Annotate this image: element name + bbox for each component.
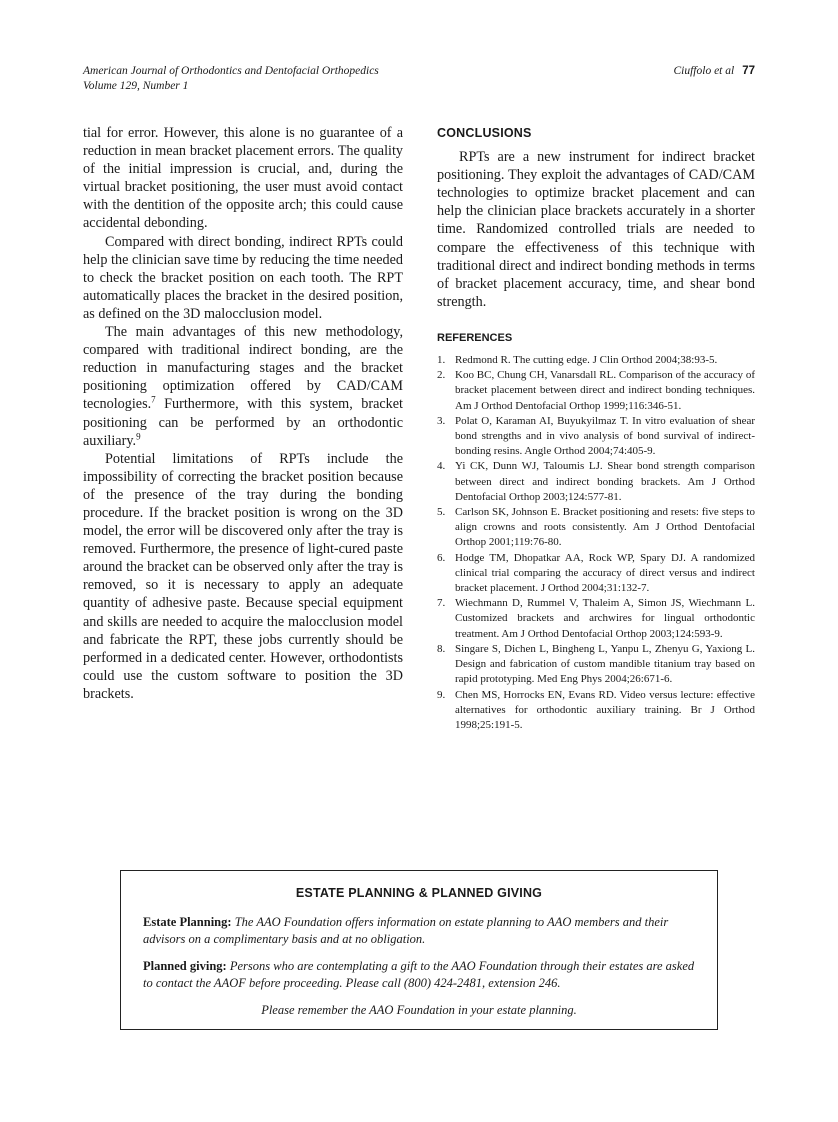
reference-text: Hodge TM, Dhopatkar AA, Rock WP, Spary DJ. A randomized clinical trial comparing the accuracy of direct versus and indirect bracket placement. J Orthod 2004;31:132-7.	[455, 551, 755, 595]
reference-number: 8.	[437, 642, 446, 655]
text: Furthermore, with this system, bracket positioning can be performed by an orthodontic auxiliary.	[83, 396, 403, 449]
paragraph: Potential limitations of RPTs include the impossibility of correcting the bracket position because of the presence of the tray during the bonding procedure. If the bracket position is wrong on the 3D model, the error will be discovered only after the tray is removed. Furthermore, the presence of light-cured paste around the bracket can be observed only after the tray is removed, so it is necessary to apply an adequate quantity of adhesive paste. Because special equipment and skills are needed to acquire the malocclusion model and fabricate the RPT, these jobs currently should be performed in a dedicated center. However, orthodontists could use the custom software to position the 3D brackets.	[83, 450, 403, 702]
reference-number: 6.	[437, 551, 446, 564]
closing-line: Please remember the AAO Foundation in your estate planning.	[261, 1003, 577, 1017]
reference-item	[437, 642, 755, 688]
reference-number: 7.	[437, 597, 446, 610]
reference-text: Chen MS, Horrocks EN, Evans RD. Video versus lecture: effective alternatives for orthodontic auxiliary training. Br J Orthod 1998;25:191-5.	[455, 688, 755, 731]
estate-planning-paragraph	[143, 914, 695, 948]
reference-item	[437, 551, 755, 597]
planned-giving-paragraph	[143, 958, 695, 992]
left-column	[83, 124, 403, 703]
reference-text: Koo BC, Chung CH, Vanarsdall RL. Comparison of the accuracy of bracket placement between direct and indirect bonding techniques. Am J Orthod Dentofacial Orthop 1999;116:346-51.	[455, 369, 755, 412]
reference-number: 1.	[437, 354, 446, 367]
references-list	[437, 353, 755, 733]
paragraph	[83, 323, 403, 450]
references-heading: REFERENCES	[437, 331, 513, 344]
reference-number: 9.	[437, 688, 446, 701]
text: The AAO Foundation offers information on estate planning to AAO members and their advisors on a complimentary basis and at no obligation.	[143, 915, 669, 946]
citation[interactable]: 9	[136, 430, 141, 441]
estate-planning-notice	[120, 870, 718, 1030]
reference-item	[437, 596, 755, 642]
right-column	[437, 124, 755, 733]
journal-volume: Volume 129, Number 1	[83, 80, 189, 92]
reference-item	[437, 505, 755, 551]
reference-number: 2.	[437, 369, 446, 382]
notice-title: ESTATE PLANNING & PLANNED GIVING	[295, 886, 543, 900]
reference-text: Yi CK, Dunn WJ, Taloumis LJ. Shear bond strength comparison between direct and indirect bonding brackets. Am J Orthod Dentofacial Orthop 2003;124:577-81.	[455, 460, 755, 503]
paragraph: tial for error. However, this alone is no guarantee of a reduction in mean bracket placement errors. The quality of the initial impression is crucial, and, during the virtual bracket positioning, the user must avoid contact with the dentition of the opposite arch; this could cause accidental debonding.	[83, 125, 403, 232]
authors: Ciuffolo et al	[673, 65, 735, 77]
reference-text: Carlson SK, Johnson E. Bracket positioning and resets: five steps to align crowns and roots consistently. Am J Orthod Dentofacial Orthop 2001;119:76-80.	[455, 506, 755, 549]
running-header-left	[83, 64, 379, 94]
reference-number: 4.	[437, 460, 446, 473]
paragraph: Compared with direct bonding, indirect RPTs could help the clinician save time by reducing the time needed to check the bracket position on each tooth. The RPT automatically places the bracket in the desired position, as defined on the 3D malocclusion model.	[83, 233, 403, 322]
text: The main advantages of this new methodology, compared with traditional indirect bonding, are the reduction in manufacturing stages and the bracket positioning optimization offered by CAD/CAM tecnologies.	[83, 324, 403, 413]
label: Estate Planning:	[143, 915, 232, 929]
conclusions-text: RPTs are a new instrument for indirect bracket positioning. They exploit the advantages of CAD/CAM technologies to optimize bracket placement and can help the clinician place brackets accurately in a shorter time. Randomized controlled trials are needed to compare the effectiveness of this technique with traditional direct and indirect bonding methods in terms of bracket placement accuracy, time, and shear bond strength.	[437, 149, 755, 310]
running-header-right	[674, 64, 756, 79]
label: Planned giving:	[143, 959, 227, 973]
citation[interactable]: 7	[151, 394, 156, 405]
reference-item	[437, 414, 755, 460]
conclusions-heading: CONCLUSIONS	[437, 126, 532, 140]
reference-item	[437, 368, 755, 414]
page-number: 77	[742, 65, 755, 77]
reference-text: Polat O, Karaman AI, Buyukyilmaz T. In vitro evaluation of shear bond strengths and in vivo analysis of bond survival of indirect-bonding resins. Angle Orthod 2004;74:405-9.	[455, 414, 755, 458]
reference-number: 3.	[437, 414, 446, 427]
reference-item	[437, 353, 755, 368]
reference-text: Wiechmann D, Rummel V, Thaleim A, Simon JS, Wiechmann L. Customized brackets and archwires for lingual orthodontic treatment. Am J Orthod Dentofacial Orthop 2003;124:593-9.	[455, 597, 755, 640]
reference-number: 5.	[437, 506, 446, 519]
reference-item	[437, 459, 755, 505]
reference-text: Redmond R. The cutting edge. J Clin Orthod 2004;38:93-5.	[455, 354, 718, 367]
journal-title: American Journal of Orthodontics and Dentofacial Orthopedics	[83, 65, 379, 77]
text: Persons who are contemplating a gift to the AAO Foundation through their estates are asked to contact the AAOF before proceeding. Please call (800) 424-2481, extension 246.	[143, 959, 695, 990]
reference-item	[437, 688, 755, 734]
reference-text: Singare S, Dichen L, Bingheng L, Yanpu L, Zhenyu G, Yaxiong L. Design and fabrication of custom mandible titanium tray based on rapid prototyping. Med Eng Phys 2004;26:671-6.	[455, 642, 755, 686]
